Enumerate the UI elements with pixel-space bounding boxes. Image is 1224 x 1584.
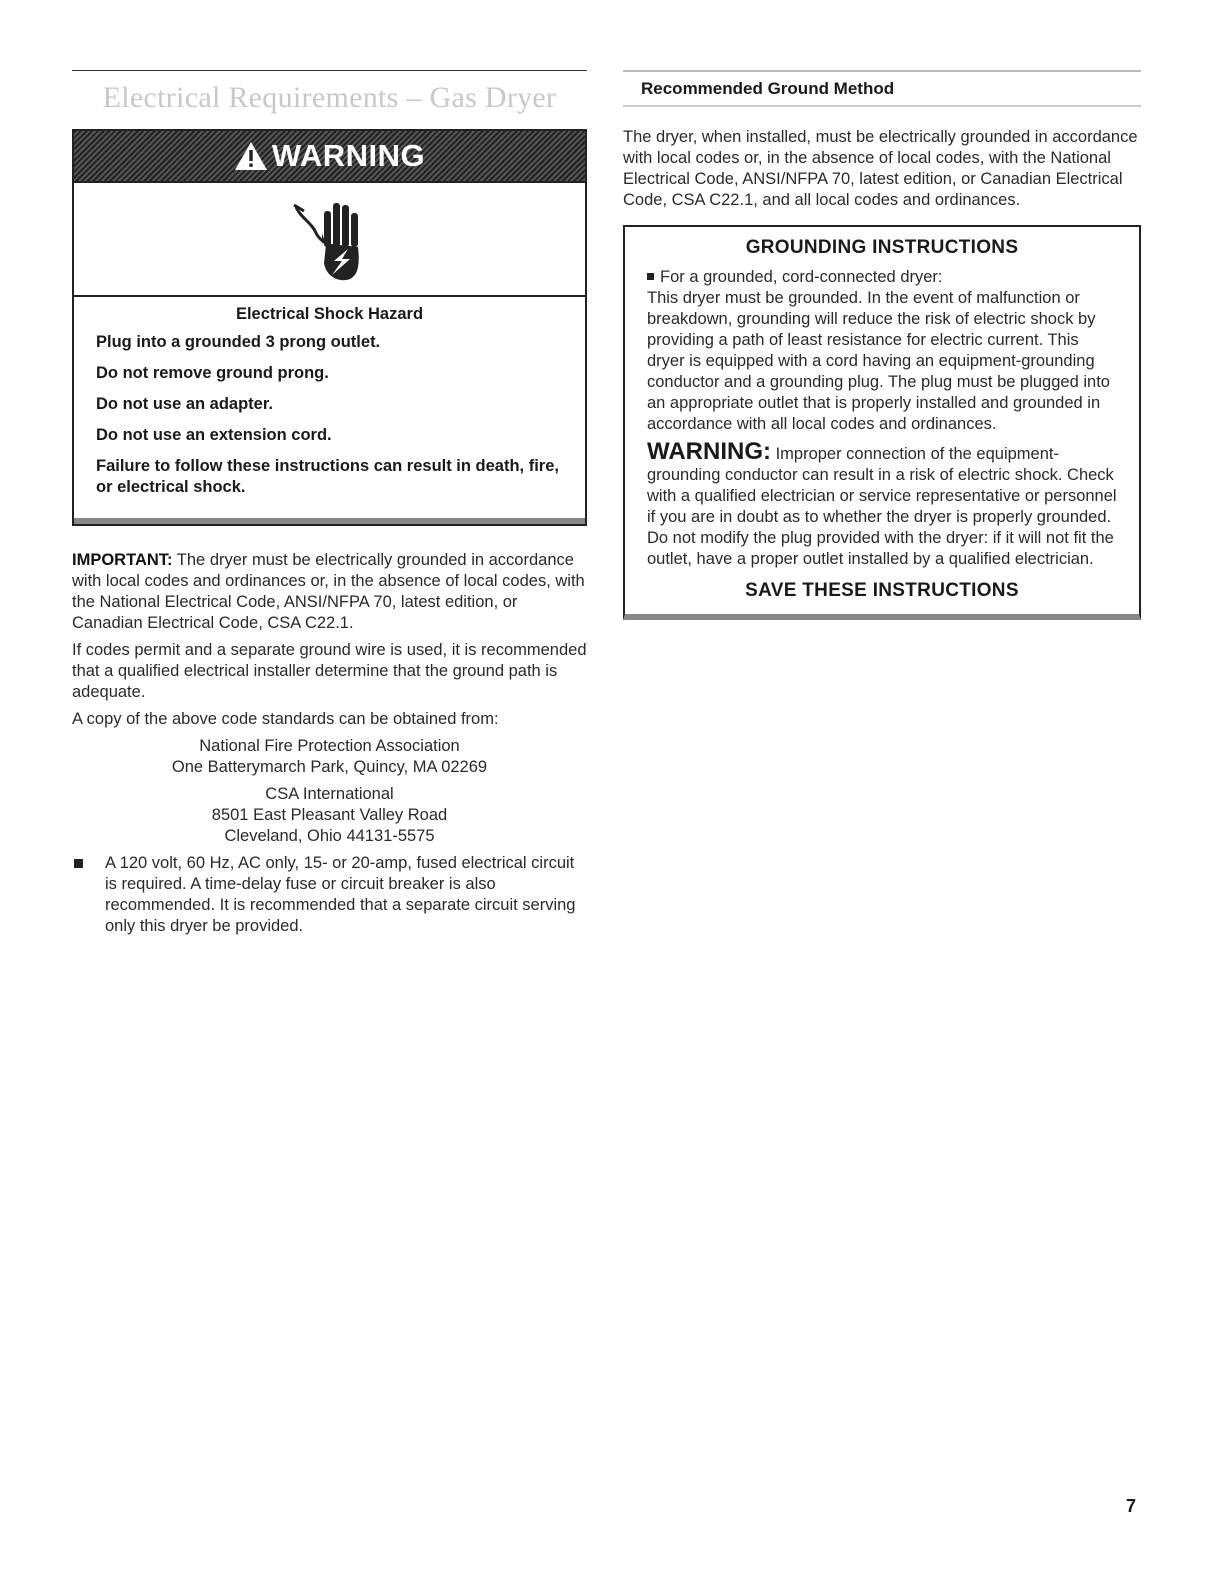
hazard-title: Electrical Shock Hazard (235, 305, 424, 323)
circuit-bullet (72, 853, 587, 937)
important-paragraph (72, 550, 587, 634)
copy-paragraph: A copy of the above code standards can be obtained from: (72, 710, 499, 728)
important-label: IMPORTANT: (72, 551, 173, 569)
top-rule (72, 70, 587, 71)
address-line: Cleveland, Ohio 44131-5575 (224, 827, 435, 845)
grounding-title: GROUNDING INSTRUCTIONS (745, 237, 1019, 258)
page-number: 7 (1126, 1496, 1137, 1516)
warning-line: Failure to follow these instructions can result in death, fire, or electrical shock. (96, 457, 559, 496)
grounding-warning-text: Improper connection of the equipment-grounding conductor can result in a risk of electric shock. Check with a qualified electrician or service representative or personnel if you are in doubt as to whether the dryer is properly grounded. Do not modify the plug provided with the dryer: if it will not fit the outlet, have a proper outlet installed by a qualified electrician. (647, 445, 1117, 568)
circuit-text: A 120 volt, 60 Hz, AC only, 15- or 20-amp, fused electrical circuit is required. A time-delay fuse or circuit breaker is also recommended. It is recommended that a separate circuit serving only this dryer be provided. (105, 854, 576, 935)
address-line: 8501 East Pleasant Valley Road (211, 806, 448, 824)
address-csa (72, 784, 587, 847)
bullet-square-icon (74, 859, 83, 868)
ground-method-intro: The dryer, when installed, must be electrically grounded in accordance with local codes or, in the absence of local codes, with the National Electrical Code, ANSI/NFPA 70, latest edition, or Canadian Electrical Code, CSA C22.1, and all local codes and ordinances. (623, 128, 1138, 209)
warning-line: Do not remove ground prong. (96, 364, 329, 382)
warning-body (74, 297, 585, 524)
warning-header (74, 131, 585, 183)
grounding-body: This dryer must be grounded. In the event of malfunction or breakdown, grounding will reduce the risk of electric shock by providing a path of least resistance for electric current. This dryer is equipped with a cord having an equipment-grounding conductor and a grounding plug. The plug must be plugged into an appropriate outlet that is properly installed and grounded in accordance with all local codes and ordinances. (647, 289, 1110, 433)
electric-shock-hand-icon (290, 193, 370, 285)
grounding-bullet-text: For a grounded, cord-connected dryer: (660, 268, 943, 286)
left-column (72, 70, 587, 937)
grounding-warning (647, 438, 1117, 570)
codes-permit-paragraph: If codes permit and a separate ground wire is used, it is recommended that a qualified electrical installer determine that the ground path is adequate. (72, 641, 587, 701)
right-column (623, 70, 1141, 620)
warning-box (72, 129, 587, 526)
address-line: One Batterymarch Park, Quincy, MA 02269 (171, 758, 488, 776)
address-nfpa (72, 736, 587, 778)
grounding-warning-label: WARNING: (647, 438, 771, 465)
warning-line: Plug into a grounded 3 prong outlet. (96, 333, 381, 351)
address-line: CSA International (265, 785, 394, 803)
grounding-bullet (647, 267, 1117, 288)
save-instructions: SAVE THESE INSTRUCTIONS (745, 580, 1019, 601)
hazard-icon-area (74, 183, 585, 297)
address-line: National Fire Protection Association (199, 737, 460, 755)
ground-method-heading: Recommended Ground Method (641, 79, 895, 98)
warning-line: Do not use an extension cord. (96, 426, 332, 444)
warning-label: WARNING (271, 138, 426, 173)
bullet-square-icon (647, 273, 654, 280)
grounding-instructions-box (623, 225, 1141, 620)
important-text: The dryer must be electrically grounded in accordance with local codes and ordinances or, in the absence of local codes, with the National Electrical Code, ANSI/NFPA 70, latest edition, or Canadian Electrical Code, CSA C22.1. (72, 551, 585, 632)
warning-line: Do not use an adapter. (96, 395, 273, 413)
warning-triangle-icon (234, 141, 268, 171)
section-title: Electrical Requirements – Gas Dryer (102, 81, 557, 114)
ground-method-heading-bar (623, 70, 1141, 107)
